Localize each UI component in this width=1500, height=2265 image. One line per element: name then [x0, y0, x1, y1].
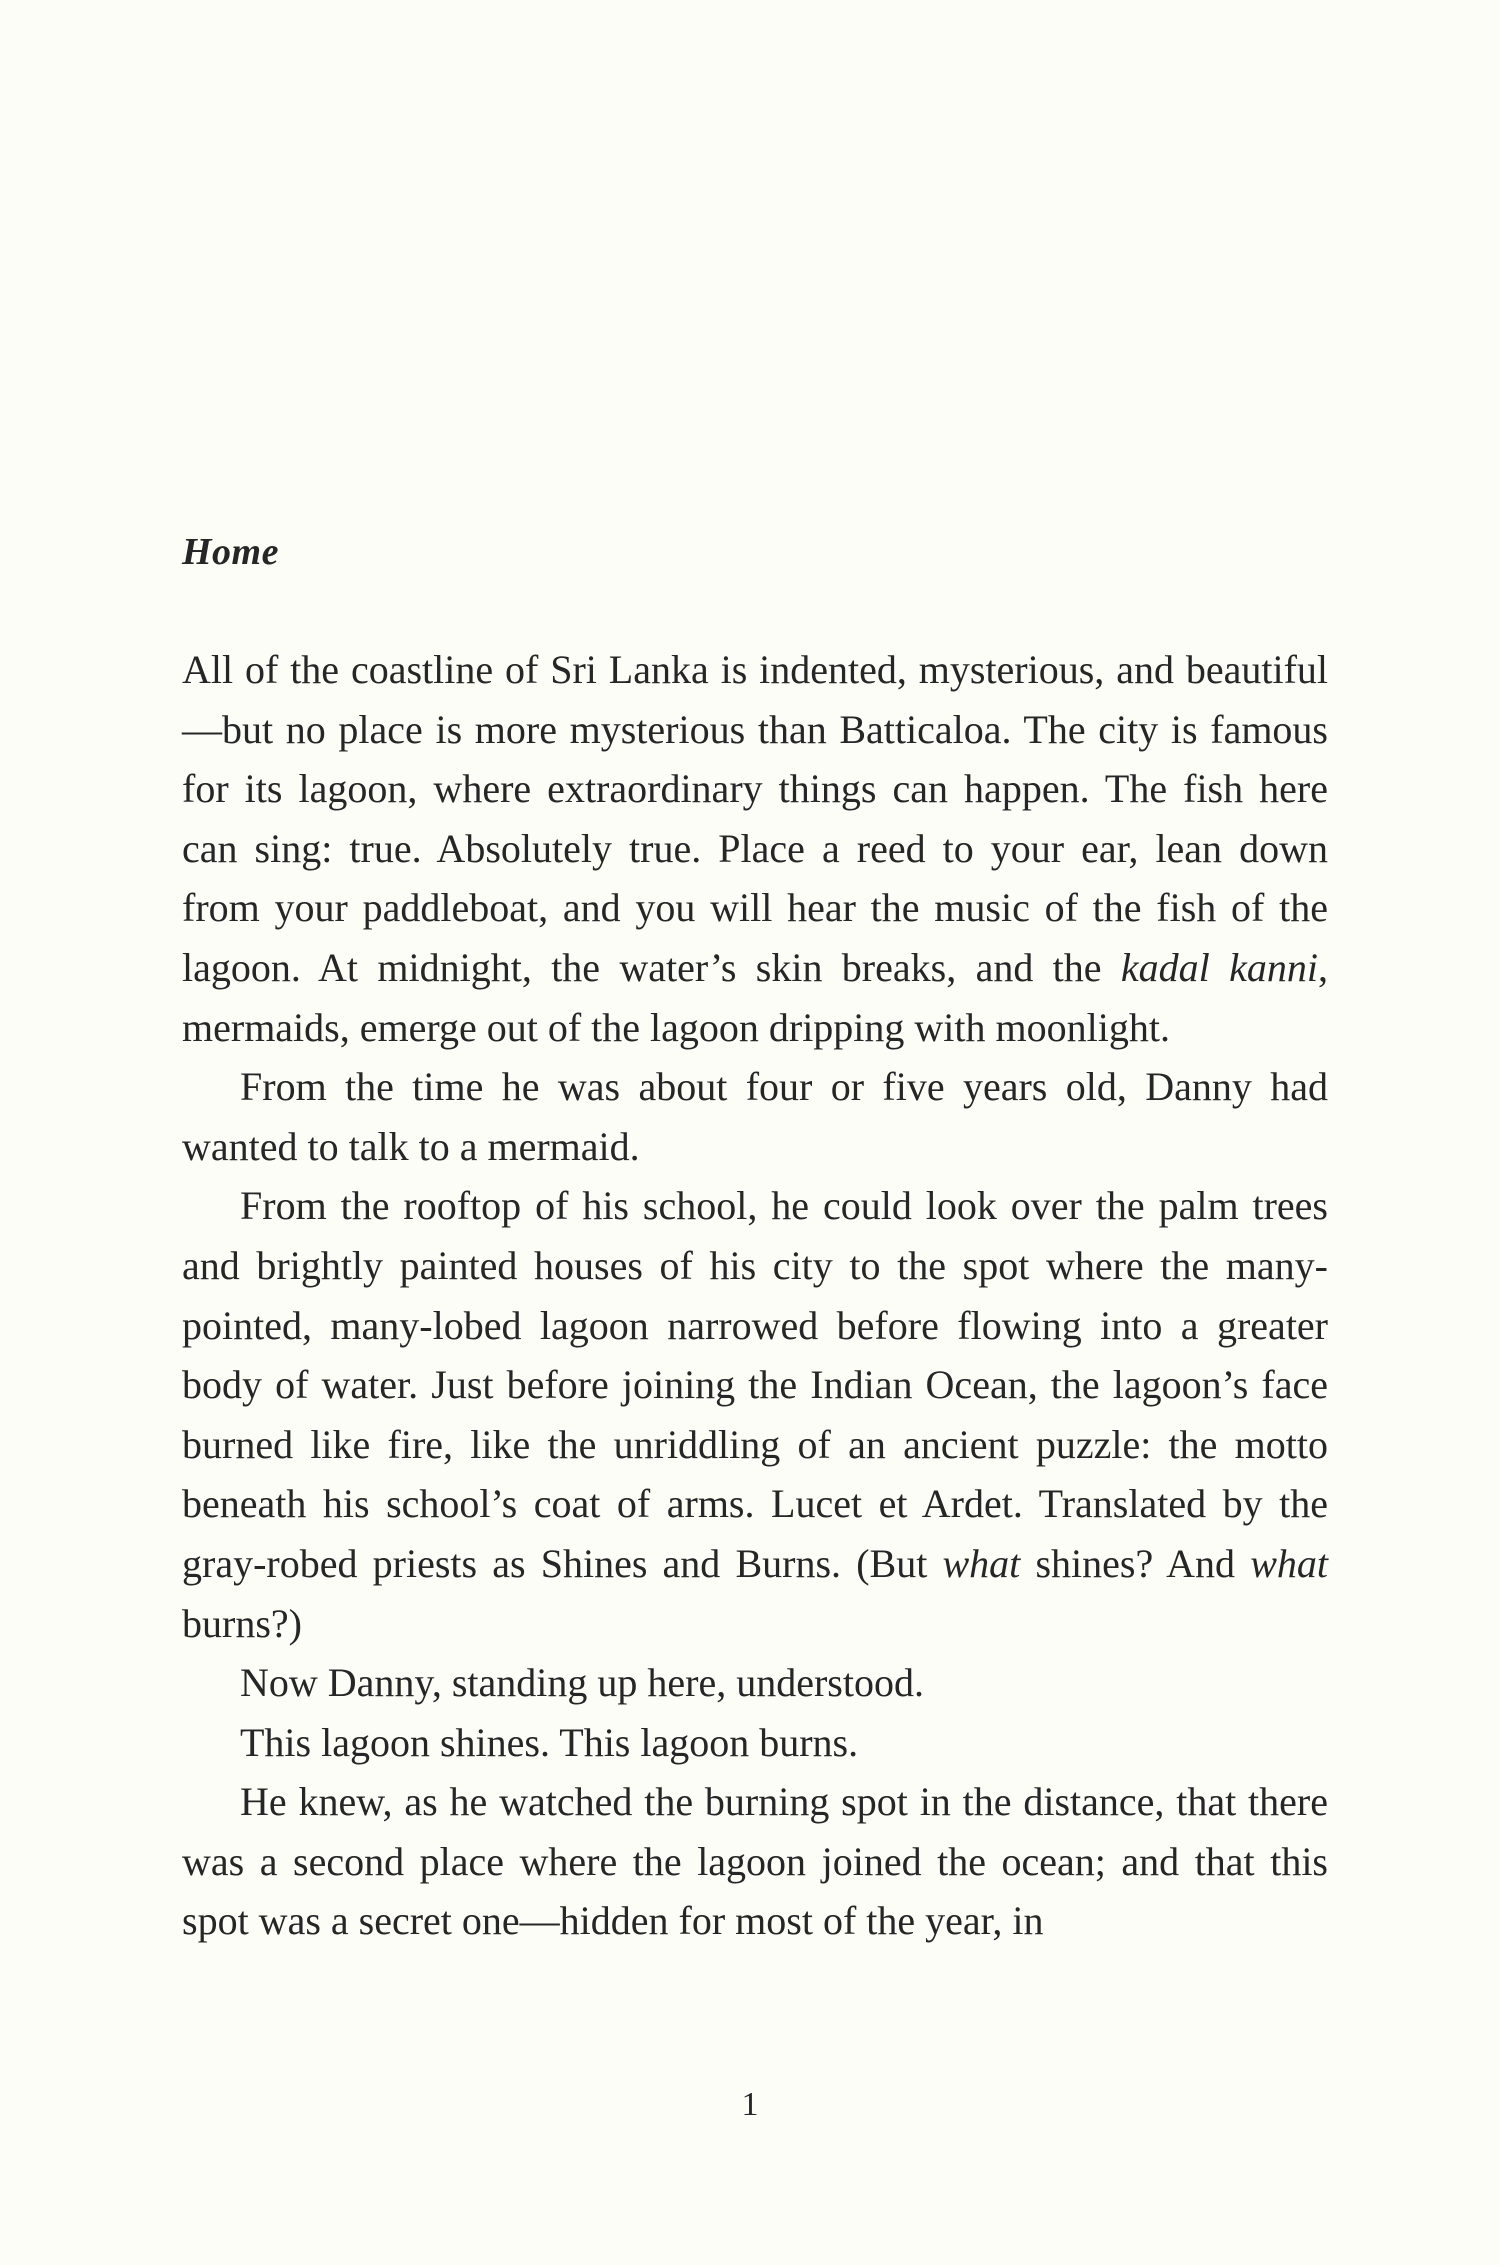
italic-what-2: what	[1250, 1540, 1328, 1586]
italic-what-1: what	[942, 1540, 1021, 1586]
paragraph-4: Now Danny, standing up here, understood.	[240, 1660, 924, 1706]
paragraph-1-text-a: All of the coastline of Sri Lanka is indented, mysterious, and beautiful—but no place is more mysterious than Batticaloa. The city is famous for its lagoon, where extraordinary things can happen. The fish here can sing: true. Absolutely true. Place a reed to your ear, lean down from your paddleboat, and you will hear the music of the fish of the lagoon. At midnight, the water’s skin breaks, and the	[182, 647, 1328, 990]
italic-kadal-kanni: kadal kanni	[1120, 944, 1318, 990]
paragraph-1	[182, 640, 1328, 1057]
page-number: 1	[741, 2086, 759, 2123]
paragraph-3-text-b: shines? And	[1020, 1540, 1251, 1586]
paragraph-5: This lagoon shines. This lagoon burns.	[240, 1719, 859, 1765]
paragraph-1-text-b: , mermaids, emerge out of the lagoon dripping with moonlight.	[182, 944, 1328, 1050]
paragraph-2: From the time he was about four or five years old, Danny had wanted to talk to a mermaid.	[182, 1064, 1328, 1169]
paragraph-6: He knew, as he watched the burning spot in the distance, that there was a second place where the lagoon joined the ocean; and that this spot was a secret one—hidden for most of the year, in	[182, 1779, 1328, 1944]
paragraph-3	[182, 1176, 1328, 1653]
chapter-title: Home	[182, 531, 279, 573]
paragraph-3-text-c: burns?)	[182, 1600, 302, 1646]
body-text	[182, 640, 1328, 1951]
paragraph-3-text-a: From the rooftop of his school, he could look over the palm trees and brightly painted houses of his city to the spot where the many-pointed, many-lobed lagoon narrowed before flowing into a greater body of water. Just before joining the Indian Ocean, the lagoon’s face burned like fire, like the unriddling of an ancient puzzle: the motto beneath his school’s coat of arms. Lucet et Ardet. Translated by the gray-robed priests as Shines and Burns. (But	[182, 1183, 1328, 1586]
